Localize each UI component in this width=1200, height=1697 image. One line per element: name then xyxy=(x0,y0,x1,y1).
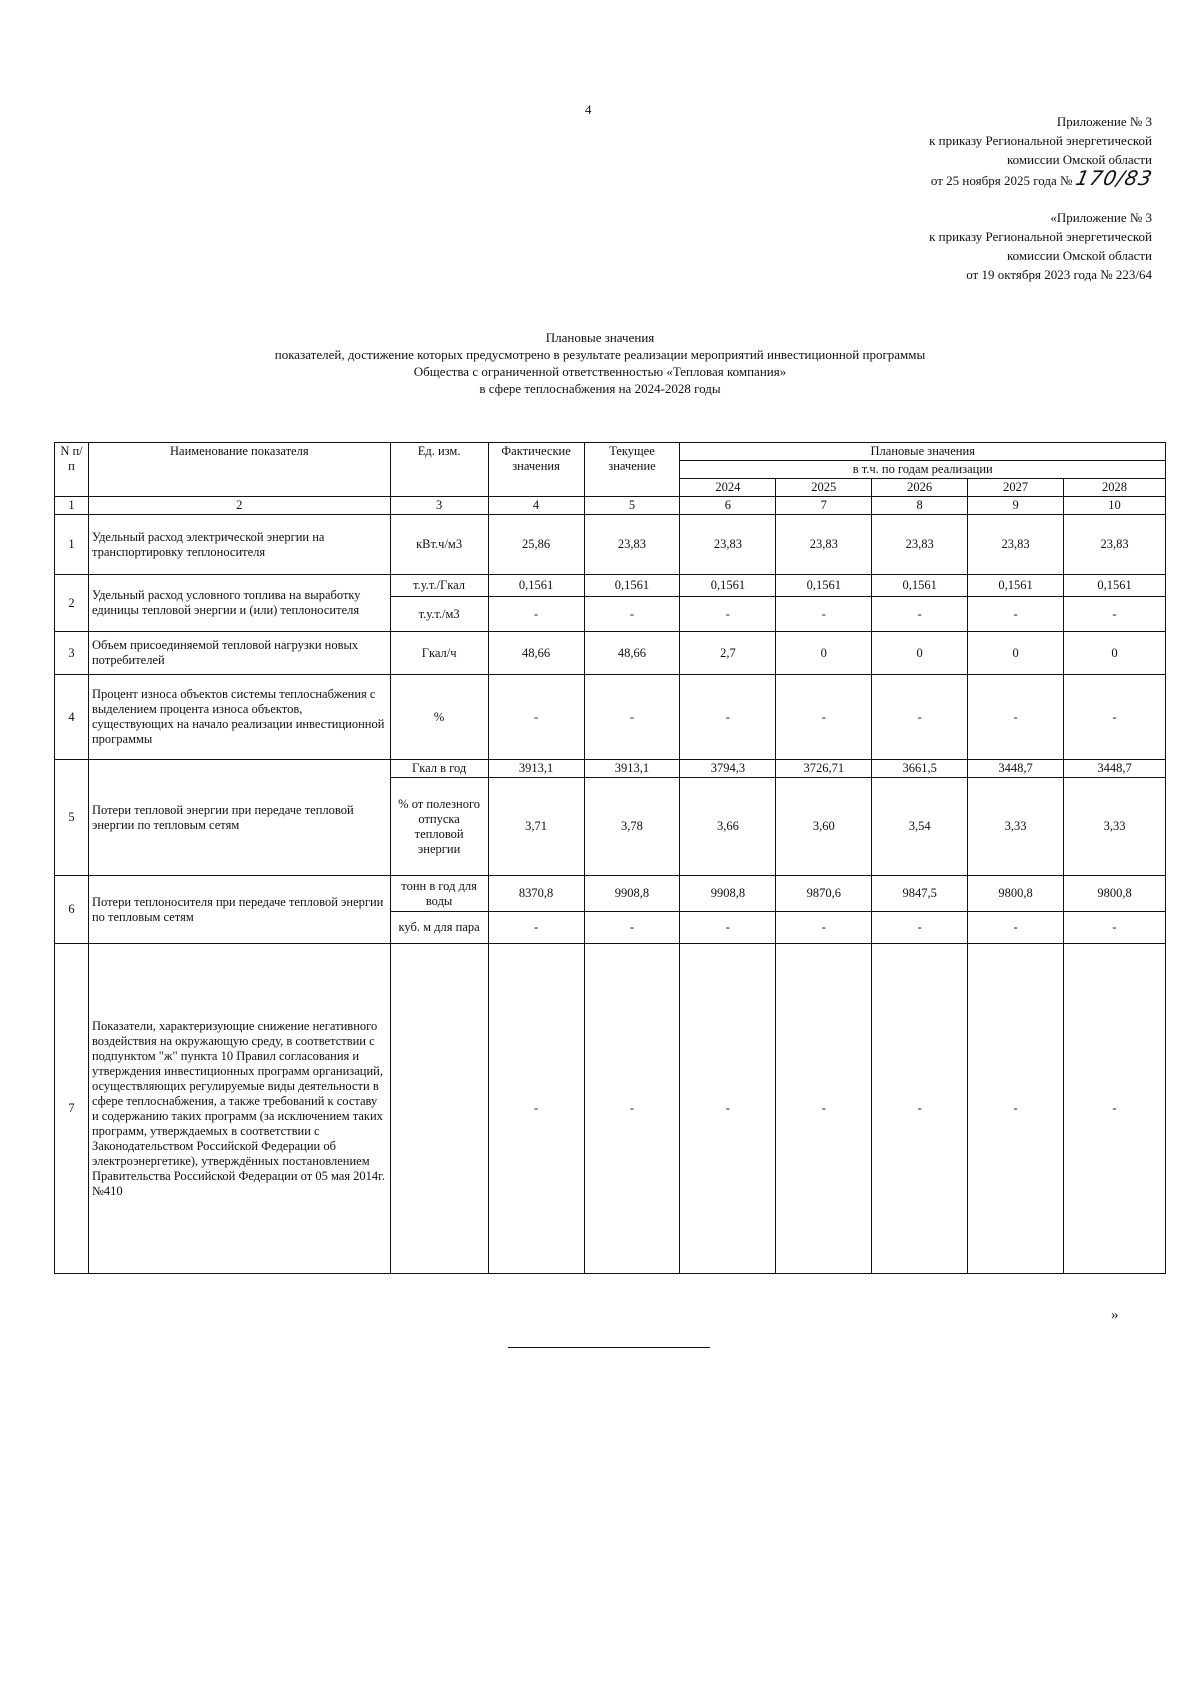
value-cell: - xyxy=(680,912,776,944)
indicators-table xyxy=(54,442,1166,1274)
indicator-name: Потери теплоносителя при передаче тепловой энергии по тепловым сетям xyxy=(88,876,390,944)
value-cell: 3,78 xyxy=(584,778,680,876)
value-cell: - xyxy=(488,944,584,1274)
value-cell: 3913,1 xyxy=(584,760,680,778)
value-cell: 3,33 xyxy=(968,778,1064,876)
header-year: 2028 xyxy=(1064,479,1166,497)
column-number: 2 xyxy=(88,497,390,515)
value-cell: 9800,8 xyxy=(1064,876,1166,912)
value-cell: - xyxy=(968,912,1064,944)
value-cell: 23,83 xyxy=(872,515,968,575)
value-cell: 3661,5 xyxy=(872,760,968,778)
column-number: 7 xyxy=(776,497,872,515)
unit-cell: Гкал в год xyxy=(390,760,488,778)
value-cell: 9800,8 xyxy=(968,876,1064,912)
column-number: 6 xyxy=(680,497,776,515)
value-cell: - xyxy=(584,912,680,944)
appendix-line: к приказу Региональной энергетической xyxy=(929,229,1152,244)
value-cell: - xyxy=(1064,675,1166,760)
appendix-date: от 25 ноября 2025 года № xyxy=(930,173,1073,188)
value-cell: 9847,5 xyxy=(872,876,968,912)
header-year: 2024 xyxy=(680,479,776,497)
value-cell: 25,86 xyxy=(488,515,584,575)
value-cell: - xyxy=(872,675,968,760)
unit-cell: тонн в год для воды xyxy=(390,876,488,912)
unit-cell: куб. м для пара xyxy=(390,912,488,944)
header-year: 2026 xyxy=(872,479,968,497)
appendix-line: комиссии Омской области xyxy=(1007,152,1152,167)
value-cell: 0,1561 xyxy=(968,575,1064,597)
indicator-name: Потери тепловой энергии при передаче тепловой энергии по тепловым сетям xyxy=(88,760,390,876)
column-number: 5 xyxy=(584,497,680,515)
handwritten-order-number: 170/83 xyxy=(1073,166,1155,190)
value-cell: 3,71 xyxy=(488,778,584,876)
value-cell: - xyxy=(680,675,776,760)
title-line: в сфере теплоснабжения на 2024-2028 годы xyxy=(479,381,721,396)
document-title xyxy=(0,329,1200,397)
unit-cell xyxy=(390,944,488,1274)
value-cell: 0 xyxy=(776,632,872,675)
row-number: 6 xyxy=(55,876,89,944)
column-number: 3 xyxy=(390,497,488,515)
value-cell: - xyxy=(776,597,872,632)
value-cell: - xyxy=(1064,912,1166,944)
value-cell: 0 xyxy=(968,632,1064,675)
header-year: 2025 xyxy=(776,479,872,497)
unit-cell: кВт.ч/м3 xyxy=(390,515,488,575)
appendix-line: от 19 октября 2023 года № 223/64 xyxy=(966,267,1152,282)
appendix-line: «Приложение № 3 xyxy=(1050,210,1152,225)
table-row xyxy=(55,944,1166,1274)
row-number: 7 xyxy=(55,944,89,1274)
indicator-name: Показатели, характеризующие снижение негативного воздействия на окружающую среду, в соответствии с подпунктом "ж" пункта 10 Правил согласования и утверждения инвестиционных программ организаций, осуществляющих регулируемые виды деятельности в сфере теплоснабжения, а также требований к составу и содержанию таких программ (за исключением таких программ, утверждаемых в соответствии с Законодательством Российской Федерации об электроэнергетике), утверждённых постановлением Правительства Российской Федерации от 05 мая 2014г. №410 xyxy=(88,944,390,1274)
unit-cell: % от полезного отпуска тепловой энергии xyxy=(390,778,488,876)
value-cell: - xyxy=(584,944,680,1274)
header-planned: Плановые значения xyxy=(680,443,1166,461)
page-number: 4 xyxy=(585,102,592,117)
column-number: 10 xyxy=(1064,497,1166,515)
header-current: Текущее значение xyxy=(584,443,680,497)
table-row xyxy=(55,632,1166,675)
value-cell: 0 xyxy=(872,632,968,675)
value-cell: 23,83 xyxy=(584,515,680,575)
row-number: 1 xyxy=(55,515,89,575)
table-row xyxy=(55,515,1166,575)
row-number: 3 xyxy=(55,632,89,675)
value-cell: - xyxy=(488,912,584,944)
table-row xyxy=(55,675,1166,760)
value-cell: 0,1561 xyxy=(1064,575,1166,597)
header-year: 2027 xyxy=(968,479,1064,497)
value-cell: 3,66 xyxy=(680,778,776,876)
value-cell: - xyxy=(776,675,872,760)
value-cell: - xyxy=(680,944,776,1274)
value-cell: 3794,3 xyxy=(680,760,776,778)
value-cell: - xyxy=(488,675,584,760)
value-cell: 8370,8 xyxy=(488,876,584,912)
value-cell: - xyxy=(872,944,968,1274)
header-actual: Фактические значения xyxy=(488,443,584,497)
value-cell: - xyxy=(584,675,680,760)
appendix-date-line xyxy=(929,166,1155,190)
table-row xyxy=(55,575,1166,597)
value-cell: 0,1561 xyxy=(488,575,584,597)
title-line: Плановые значения xyxy=(545,330,655,345)
value-cell: - xyxy=(872,597,968,632)
value-cell: 3,33 xyxy=(1064,778,1166,876)
value-cell: 3913,1 xyxy=(488,760,584,778)
header-name: Наименование показателя xyxy=(88,443,390,497)
value-cell: 0 xyxy=(1064,632,1166,675)
value-cell: 0,1561 xyxy=(872,575,968,597)
header-by-years: в т.ч. по годам реализации xyxy=(680,461,1166,479)
row-number: 4 xyxy=(55,675,89,760)
value-cell: 3448,7 xyxy=(968,760,1064,778)
title-line: Общества с ограниченной ответственностью «Тепловая компания» xyxy=(413,364,787,379)
indicator-name: Объем присоединяемой тепловой нагрузки новых потребителей xyxy=(88,632,390,675)
unit-cell: т.у.т./м3 xyxy=(390,597,488,632)
closing-quote: » xyxy=(1111,1307,1119,1323)
value-cell: 3,54 xyxy=(872,778,968,876)
value-cell: 0,1561 xyxy=(776,575,872,597)
value-cell: 23,83 xyxy=(776,515,872,575)
value-cell: 23,83 xyxy=(1064,515,1166,575)
appendix-line: к приказу Региональной энергетической xyxy=(929,133,1152,148)
value-cell: 23,83 xyxy=(968,515,1064,575)
value-cell: - xyxy=(488,597,584,632)
appendix-line: Приложение № 3 xyxy=(1056,114,1152,129)
header-row xyxy=(55,443,1166,461)
value-cell: 3448,7 xyxy=(1064,760,1166,778)
value-cell: - xyxy=(968,675,1064,760)
table-row xyxy=(55,760,1166,778)
value-cell: 9908,8 xyxy=(680,876,776,912)
value-cell: 9870,6 xyxy=(776,876,872,912)
value-cell: 0,1561 xyxy=(680,575,776,597)
indicator-name: Удельный расход условного топлива на выработку единицы тепловой энергии и (или) теплоносителя xyxy=(88,575,390,632)
value-cell: 9908,8 xyxy=(584,876,680,912)
value-cell: - xyxy=(968,944,1064,1274)
header-num: N п/п xyxy=(55,443,89,497)
value-cell: - xyxy=(1064,944,1166,1274)
value-cell: 3726,71 xyxy=(776,760,872,778)
value-cell: 3,60 xyxy=(776,778,872,876)
row-number: 2 xyxy=(55,575,89,632)
value-cell: - xyxy=(1064,597,1166,632)
separator-line xyxy=(508,1347,710,1348)
row-number: 5 xyxy=(55,760,89,876)
value-cell: 0,1561 xyxy=(584,575,680,597)
indicator-name: Удельный расход электрической энергии на транспортировку теплоносителя xyxy=(88,515,390,575)
column-number: 8 xyxy=(872,497,968,515)
value-cell: 48,66 xyxy=(584,632,680,675)
appendix-line: комиссии Омской области xyxy=(1007,248,1152,263)
value-cell: - xyxy=(584,597,680,632)
column-number: 1 xyxy=(55,497,89,515)
header-unit: Ед. изм. xyxy=(390,443,488,497)
value-cell: 23,83 xyxy=(680,515,776,575)
value-cell: - xyxy=(776,912,872,944)
value-cell: - xyxy=(776,944,872,1274)
value-cell: 48,66 xyxy=(488,632,584,675)
value-cell: 2,7 xyxy=(680,632,776,675)
title-line: показателей, достижение которых предусмотрено в результате реализации мероприятий инвестиционной программы xyxy=(274,347,926,362)
previous-appendix-header xyxy=(929,208,1152,284)
value-cell: - xyxy=(872,912,968,944)
value-cell: - xyxy=(968,597,1064,632)
table-row xyxy=(55,876,1166,912)
column-number: 9 xyxy=(968,497,1064,515)
unit-cell: % xyxy=(390,675,488,760)
unit-cell: Гкал/ч xyxy=(390,632,488,675)
column-number: 4 xyxy=(488,497,584,515)
unit-cell: т.у.т./Гкал xyxy=(390,575,488,597)
indicator-name: Процент износа объектов системы теплоснабжения с выделением процента износа объектов, существующих на начало реализации инвестиционной программы xyxy=(88,675,390,760)
value-cell: - xyxy=(680,597,776,632)
appendix-header xyxy=(929,112,1155,190)
column-numbers-row xyxy=(55,497,1166,515)
